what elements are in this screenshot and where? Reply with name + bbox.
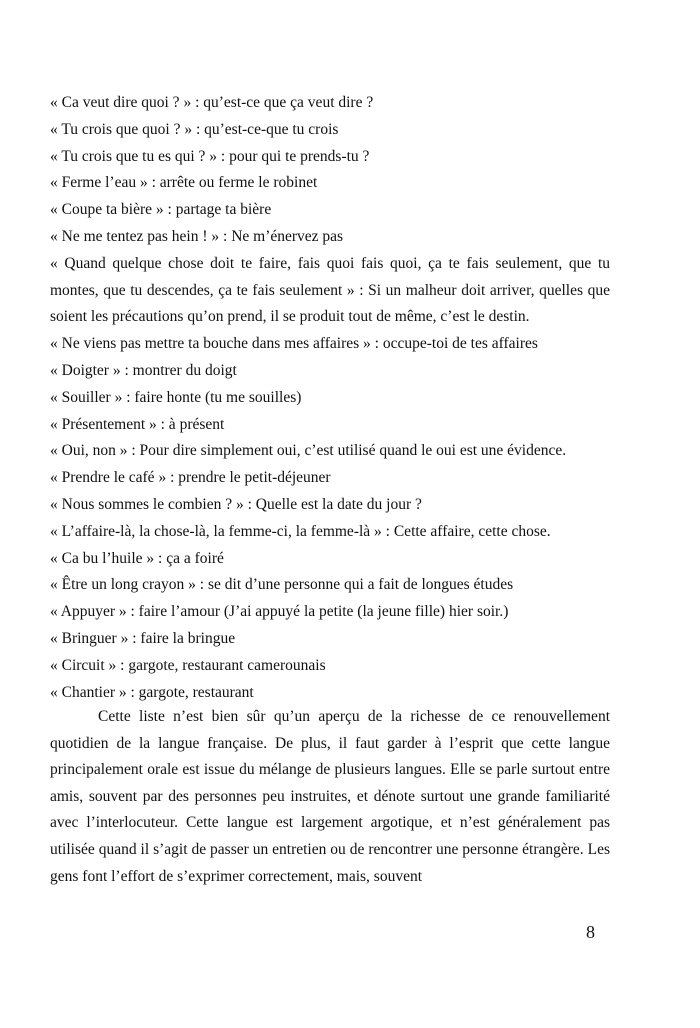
list-item: « Ca bu l’huile » : ça a foiré [50, 549, 224, 567]
list-item: « Tu crois que quoi ? » : qu’est-ce-que tu crois [50, 120, 339, 138]
list-item: « L’affaire-là, la chose-là, la femme-ci, la femme-là » : Cette affaire, cette chose. [50, 522, 551, 540]
list-item: « Bringuer » : faire la bringue [50, 629, 236, 647]
list-item: « Ne me tentez pas hein ! » : Ne m’énervez pas [50, 227, 344, 245]
expression-list [50, 90, 610, 706]
list-item: « Oui, non » : Pour dire simplement oui, c’est utilisé quand le oui est une évidence. [50, 442, 567, 460]
list-item: « Ca veut dire quoi ? » : qu’est-ce que ça veut dire ? [50, 94, 374, 111]
list-item: « Appuyer » : faire l’amour (J’ai appuyé la petite (la jeune fille) hier soir.) [50, 603, 509, 621]
list-item: « Être un long crayon » : se dit d’une personne qui a fait de longues études [50, 576, 514, 594]
list-item: « Tu crois que tu es qui ? » : pour qui te prends-tu ? [50, 147, 370, 165]
list-item: « Quand quelque chose doit te faire, fais quoi fais quoi, ça te fais seulement, que tu montes, que tu descendes, ça te fais seulement » : Si un malheur doit arriver, quelles que soient les précautions qu’on prend, il se produit tout de même, c’est le destin. [50, 254, 610, 326]
list-item: « Ne viens pas mettre ta bouche dans mes affaires » : occupe-toi de tes affaires [50, 335, 538, 353]
list-item: « Circuit » : gargote, restaurant camerounais [50, 656, 326, 674]
list-item: « Doigter » : montrer du doigt [50, 361, 237, 379]
list-item: « Présentement » : à présent [50, 415, 225, 433]
list-item: « Prendre le café » : prendre le petit-déjeuner [50, 469, 331, 487]
list-item: « Coupe ta bière » : partage ta bière [50, 201, 272, 219]
page-number: 8 [586, 922, 595, 942]
list-item: « Ferme l’eau » : arrête ou ferme le robinet [50, 174, 318, 192]
list-item: « Souiller » : faire honte (tu me souilles) [50, 388, 302, 406]
body-paragraph: Cette liste n’est bien sûr qu’un aperçu de la richesse de ce renouvellement quotidien de la langue française. De plus, il faut garder à l’esprit que cette langue principalement orale est issue du mélange de plusieurs langues. Elle se parle surtout entre amis, souvent par des personnes peu instruites, et dénote surtout une grande familiarité avec l’interlocuteur. Cette langue est largement argotique, et n’est généralement pas utilisée quand il s’agit de passer un entretien ou de rencontrer une personne étrangère. Les gens font l’effort de s’exprimer correctement, mais, souvent [50, 708, 610, 885]
list-item: « Nous sommes le combien ? » : Quelle est la date du jour ? [50, 495, 422, 513]
list-item: « Chantier » : gargote, restaurant [50, 683, 254, 701]
